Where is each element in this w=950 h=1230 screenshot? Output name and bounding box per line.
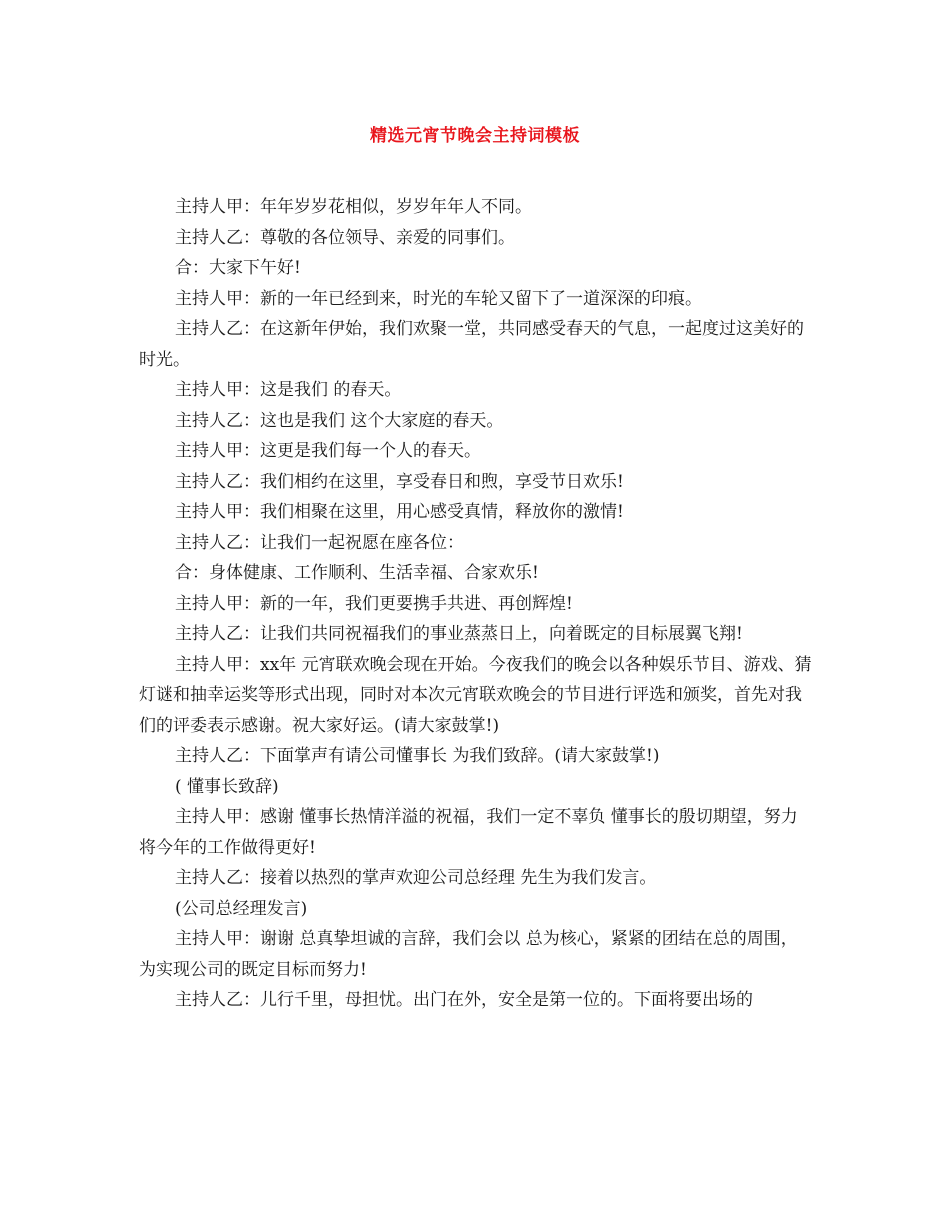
- paragraph: 主持人甲：感谢 懂事长热情洋溢的祝福，我们一定不辜负 懂事长的殷切期望，努力将今年的工作做得更好!: [139, 807, 798, 858]
- paragraph: 合：身体健康、工作顺利、生活幸福、合家欢乐!: [175, 563, 539, 583]
- paragraph: 主持人乙：下面掌声有请公司懂事长 为我们致辞。(请大家鼓掌!): [175, 746, 660, 766]
- paragraph: 主持人乙：在这新年伊始，我们欢聚一堂，共同感受春天的气息，一起度过这美好的时光。: [139, 319, 804, 370]
- paragraph: 主持人甲：xx年 元宵联欢晚会现在开始。今夜我们的晚会以各种娱乐节目、游戏、猜灯谜和抽幸运奖等形式出现，同时对本次元宵联欢晚会的节目进行评选和颁奖，首先对我们的评委表示感谢。祝大家好运。(请大家鼓掌!): [139, 654, 812, 736]
- paragraph: ( 懂事长致辞): [175, 776, 279, 797]
- paragraph: 主持人乙：让我们一起祝愿在座各位：: [175, 532, 464, 553]
- paragraph: 主持人乙：儿行千里，母担忧。出门在外，安全是第一位的。下面将要出场的: [175, 990, 753, 1010]
- paragraph: 主持人乙：这也是我们 这个大家庭的春天。: [175, 410, 504, 431]
- paragraph: 主持人乙：接着以热烈的掌声欢迎公司总经理 先生为我们发言。: [175, 868, 657, 888]
- paragraph: 主持人甲：这是我们 的春天。: [175, 380, 402, 400]
- paragraph: 主持人乙：让我们共同祝福我们的事业蒸蒸日上，向着既定的目标展翼飞翔!: [175, 624, 743, 644]
- document-body: [139, 192, 814, 1016]
- paragraph: 主持人甲：新的一年，我们更要携手共进、再创辉煌!: [175, 593, 573, 614]
- paragraph: 主持人甲：这更是我们每一个人的春天。: [175, 441, 481, 461]
- document-title: 精选元宵节晚会主持词模板: [370, 126, 580, 146]
- paragraph: 合：大家下午好!: [175, 258, 301, 278]
- paragraph: 主持人甲：年年岁岁花相似，岁岁年年人不同。: [175, 197, 532, 217]
- paragraph: (公司总经理发言): [175, 898, 308, 919]
- paragraph: 主持人甲：新的一年已经到来，时光的车轮又留下了一道深深的印痕。: [175, 288, 702, 309]
- paragraph: 主持人甲：我们相聚在这里，用心感受真情，释放你的激情!: [175, 502, 624, 522]
- paragraph: 主持人乙：尊敬的各位领导、亲爱的同事们。: [175, 227, 515, 248]
- paragraph: 主持人甲：谢谢 总真挚坦诚的言辞，我们会以 总为核心，紧紧的团结在总的周围，为实现公司的既定目标而努力!: [139, 929, 798, 980]
- paragraph: 主持人乙：我们相约在这里，享受春日和煦，享受节日欢乐!: [175, 471, 624, 492]
